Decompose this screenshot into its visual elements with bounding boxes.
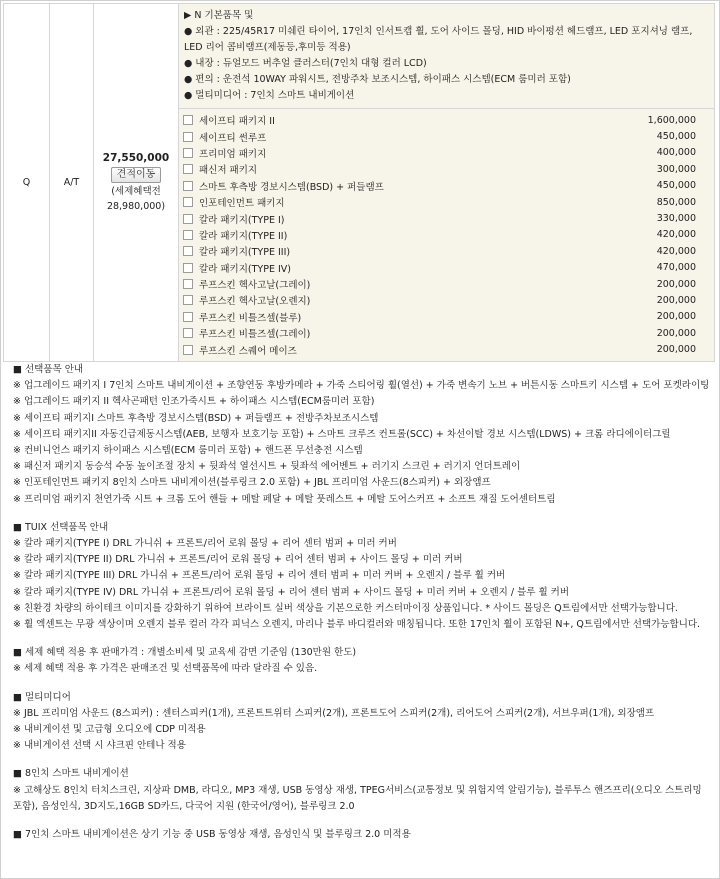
option-name: 세이프티 패키지 II (199, 116, 275, 128)
option-price: 200,000 (656, 327, 696, 339)
option-name: 패신저 패키지 (199, 165, 258, 177)
multimedia-guide-line: ※ 내비게이션 선택 시 샤크핀 안테나 적용 (13, 740, 186, 752)
option-roofskin-hexagonal-gray[interactable] (183, 276, 710, 292)
option-checkbox[interactable] (183, 115, 193, 125)
basic-item-interior: ● 내장 : 듀얼모드 버추얼 클러스터(7인치 대형 컬러 LCD) (184, 58, 427, 69)
option-checkbox[interactable] (183, 164, 193, 174)
section-gap (13, 633, 713, 645)
section-gap (13, 815, 713, 827)
option-name: 루프스킨 스퀘어 메이즈 (199, 345, 297, 357)
option-name: 루프스킨 헥사고날(그레이) (199, 280, 311, 292)
section-gap (13, 508, 713, 520)
quote-move-button[interactable]: 견적이동 (111, 167, 162, 183)
options-guide-line: ※ 업그레이드 패키지 Ⅰ 7인치 스마트 내비게이션 + 조향연동 후방카메라 + 가죽 스티어링 휠(열선) + 가죽 변속기 노브 + 버튼시동 스마트키 시스템 + 도어 포켓라이팅 (13, 380, 710, 392)
section-gap (13, 678, 713, 690)
multimedia-guide-line: ※ 내비게이션 및 고급형 오디오에 CDP 미적용 (13, 724, 206, 736)
option-price: 470,000 (656, 262, 696, 274)
option-price: 420,000 (656, 245, 696, 257)
tax-guide-title: ■ 세제 혜택 적용 후 판매가격 : 개별소비세 및 교육세 감면 기준임 (130만원 한도) (13, 647, 357, 659)
options-guide-line: ※ 세이프티 패키지II 자동긴급제동시스템(AEB, 보행자 보호기능 포함) + 스마트 크루즈 컨트롤(SCC) + 차선이탈 경보 시스템(LDWS) + 크롬 라디에이터그릴 (13, 428, 671, 440)
options-guide-line: ※ 프리미엄 패키지 천연가죽 시트 + 크롬 도어 핸들 + 메탈 페달 + 메탈 풋레스트 + 메탈 도어스커프 + 소프트 재질 도어센터트림 (13, 493, 556, 505)
trim-price-table (3, 3, 715, 362)
transmission-cell: A/T (50, 4, 94, 362)
multimedia-guide-title: ■ 멀티미디어 (13, 691, 71, 703)
options-cell (179, 109, 715, 362)
option-price: 200,000 (656, 294, 696, 306)
nav7-guide-title: ■ 7인치 스마트 내비게이션은 상기 기능 중 USB 동영상 재생, 음성인식 및 블루링크 2.0 미적용 (13, 829, 411, 841)
tuix-guide-line: ※ 칼라 패키지(TYPE IV) DRL 가니쉬 + 프론트/리어 로워 몰딩 + 리어 센터 범퍼 + 사이드 몰딩 + 미러 커버 + 오렌지 / 블루 휠 커버 (13, 586, 569, 598)
basic-items-cell (179, 4, 715, 109)
option-price: 450,000 (656, 180, 696, 192)
tuix-guide-title: ■ TUIX 선택품목 안내 (13, 521, 109, 533)
option-name: 스마트 후측방 경보시스템(BSD) + 퍼들램프 (199, 181, 384, 193)
option-checkbox[interactable] (183, 181, 193, 191)
option-name: 프리미엄 패키지 (199, 148, 267, 160)
notes-section (13, 362, 713, 843)
price-cell (94, 4, 179, 362)
option-checkbox[interactable] (183, 197, 193, 207)
option-color-package-type3[interactable] (183, 243, 710, 259)
option-checkbox[interactable] (183, 279, 193, 289)
option-price: 450,000 (656, 131, 696, 143)
options-guide-line: ※ 컨비니언스 패키지 하이패스 시스템(ECM 룸미러 포함) + 핸드폰 무선충전 시스템 (13, 445, 363, 457)
nav8-guide-title: ■ 8인치 스마트 내비게이션 (13, 768, 129, 780)
option-name: 칼라 패키지(TYPE IV) (199, 263, 291, 275)
tuix-guide-line: ※ 친환경 차량의 하이테크 이미지를 강화하기 위하여 브라이트 실버 색상을 기본으로한 커스터마이징 상품입니다. * 사이드 몰딩은 Q트림에서만 선택가능합니다. (13, 602, 678, 614)
option-checkbox[interactable] (183, 148, 193, 158)
option-roofskin-square-maze[interactable] (183, 341, 710, 357)
option-price: 1,600,000 (647, 114, 696, 126)
tuix-guide-line: ※ 칼라 패키지(TYPE III) DRL 가니쉬 + 프론트/리어 로워 몰딩 + 리어 센터 범퍼 + 미러 커버 + 오렌지 / 블루 휠 커버 (13, 570, 506, 582)
tuix-guide-line: ※ 칼라 패키지(TYPE Ⅰ) DRL 가니쉬 + 프론트/리어 로워 몰딩 + 리어 센터 범퍼 + 미러 커버 (13, 538, 397, 550)
basic-item-convenience: ● 편의 : 운전석 10WAY 파워시트, 전방주차 보조시스템, 하이패스 시스템(ECM 룸미러 포함) (184, 74, 571, 85)
grade-cell: Q (4, 4, 50, 362)
option-name: 루프스킨 비틀즈셀(블루) (199, 312, 302, 324)
option-infotainment-package[interactable] (183, 194, 710, 210)
options-guide-line: ※ 패신저 패키지 동승석 수동 높이조절 장치 + 뒷좌석 열선시트 + 뒷좌석 에어벤트 + 러기지 스크린 + 러기지 언더트레이 (13, 461, 521, 473)
option-price: 420,000 (656, 229, 696, 241)
table-row (4, 4, 715, 109)
option-price: 850,000 (656, 196, 696, 208)
option-checkbox[interactable] (183, 214, 193, 224)
option-safety-sunroof[interactable] (183, 128, 710, 144)
option-roofskin-beetles-gray[interactable] (183, 325, 710, 341)
vehicle-price: 27,550,000 (102, 151, 170, 164)
option-price: 330,000 (656, 213, 696, 225)
option-color-package-type1[interactable] (183, 210, 710, 226)
multimedia-guide-line: ※ JBL 프리미엄 사운드 (8스피커) : 센터스피커(1개), 프론트트위터 스피커(2개), 프론트도어 스피커(2개), 리어도어 스피커(2개), 서브우퍼(1개), 외장앰프 (13, 707, 655, 719)
option-premium-package[interactable] (183, 145, 710, 161)
option-name: 세이프티 썬루프 (199, 132, 267, 144)
tuix-guide-line: ※ 칼라 패키지(TYPE II) DRL 가니쉬 + 프론트/리어 로워 몰딩 + 리어 센터 범퍼 + 사이드 몰딩 + 미러 커버 (13, 554, 463, 566)
option-price: 300,000 (656, 163, 696, 175)
tax-note-line2: 28,980,000) (106, 200, 166, 212)
option-name: 칼라 패키지(TYPE III) (199, 247, 291, 259)
option-checkbox[interactable] (183, 295, 193, 305)
option-price: 200,000 (656, 344, 696, 356)
option-checkbox[interactable] (183, 230, 193, 240)
option-roofskin-beetles-blue[interactable] (183, 309, 710, 325)
option-name: 인포테인먼트 패키지 (199, 198, 285, 210)
basic-item-title: ▶ N 기본품목 및 (184, 10, 254, 21)
tax-guide-line: ※ 세제 혜택 적용 후 가격은 판매조건 및 선택품목에 따라 달라질 수 있음. (13, 663, 318, 675)
option-price: 200,000 (656, 311, 696, 323)
option-roofskin-hexagonal-orange[interactable] (183, 292, 710, 308)
options-guide-line: ※ 세이프티 패키지Ⅰ 스마트 후측방 경보시스템(BSD) + 퍼들램프 + 전방주차보조시스템 (13, 412, 379, 424)
option-name: 루프스킨 헥사고날(오렌지) (199, 296, 311, 308)
option-price: 200,000 (656, 278, 696, 290)
basic-item-multimedia: ● 멀티미디어 : 7인치 스마트 내비게이션 (184, 90, 355, 101)
option-checkbox[interactable] (183, 345, 193, 355)
section-gap (13, 754, 713, 766)
option-passenger-package[interactable] (183, 161, 710, 177)
option-safety-package-2[interactable] (183, 112, 710, 128)
tuix-guide-line: ※ 휠 엑센트는 무광 색상이며 오렌지 블루 컬러 각각 피닉스 오렌지, 마리나 블루 바디컬러와 매칭됩니다. 또한 17인치 휠이 포함된 N+, Q트림에서만 선택가능합니다. (13, 619, 701, 631)
basic-item-exterior: ● 외관 : 225/45R17 미쉐린 타이어, 17인치 인서트캡 휠, 도어 사이드 몰딩, HID 바이펑션 헤드램프, LED 포지셔닝 램프, LED 리어 콤비램프(제동등,후미등 적용) (184, 26, 693, 53)
option-checkbox[interactable] (183, 328, 193, 338)
options-guide-line: ※ 업그레이드 패키지 II 헥사곤패턴 인조가죽시트 + 하이패스 시스템(ECM룸미러 포함) (13, 396, 375, 408)
option-name: 칼라 패키지(TYPE I) (199, 214, 285, 226)
nav8-guide-line: ※ 고해상도 8인치 터치스크린, 지상파 DMB, 라디오, MP3 재생, USB 동영상 재생, TPEG서비스(교통정보 및 위험지역 알림기능), 블루투스 핸즈프리(오디오 스트리밍 포함), 음성인식, 3D지도,16GB SD카드, 다국어 지원 (한국어/영어), 블루링크 2.0 (13, 784, 702, 812)
option-color-package-type4[interactable] (183, 260, 710, 276)
options-guide-title: ■ 선택품목 안내 (13, 364, 84, 375)
option-bsd-puddle-lamp[interactable] (183, 178, 710, 194)
option-checkbox[interactable] (183, 263, 193, 273)
options-guide-line: ※ 인포테인먼트 패키지 8인치 스마트 내비게이션(블루링크 2.0 포함) + JBL 프리미엄 사운드(8스피커) + 외장앰프 (13, 477, 491, 489)
option-checkbox[interactable] (183, 132, 193, 142)
option-name: 칼라 패키지(TYPE II) (199, 230, 288, 242)
tax-note-line1: (세제혜택전 (111, 185, 161, 197)
option-price: 400,000 (656, 147, 696, 159)
option-name: 루프스킨 비틀즈셀(그레이) (199, 329, 311, 341)
option-checkbox[interactable] (183, 312, 193, 322)
option-color-package-type2[interactable] (183, 227, 710, 243)
option-checkbox[interactable] (183, 246, 193, 256)
